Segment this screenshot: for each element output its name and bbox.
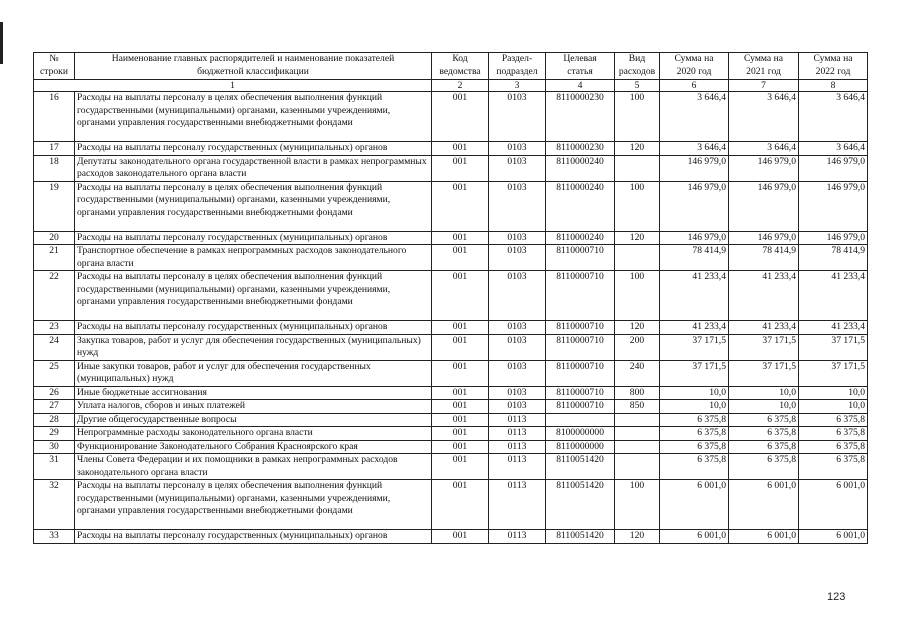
target-article: 8110000710: [546, 334, 615, 360]
section-code: 0103: [489, 92, 546, 142]
sum-2022: 3 646,4: [799, 142, 868, 156]
sum-2022: 37 171,5: [799, 334, 868, 360]
target-article: 8110000230: [546, 92, 615, 142]
sum-2021: 6 001,0: [729, 530, 799, 544]
section-code: 0113: [489, 413, 546, 427]
page-number: 123: [827, 591, 846, 603]
expense-type: [615, 413, 660, 427]
target-article: [546, 413, 615, 427]
row-number: 18: [34, 155, 75, 181]
table-row: [34, 271, 868, 321]
row-name: Депутаты законодательного органа государственной власти в рамках непрограммных расходов законодательного органа власти: [75, 155, 432, 181]
section-code: 0103: [489, 321, 546, 335]
column-number: 5: [615, 80, 660, 92]
sum-2020: 146 979,0: [660, 181, 729, 231]
section-code: 0103: [489, 400, 546, 414]
sum-2022: 6 375,8: [799, 454, 868, 480]
expense-type: 850: [615, 400, 660, 414]
margin-mark: [0, 22, 3, 64]
sum-2022: 6 001,0: [799, 530, 868, 544]
department-code: 001: [432, 530, 489, 544]
target-article: 8110051420: [546, 480, 615, 530]
expense-type: 100: [615, 92, 660, 142]
expense-type: [615, 155, 660, 181]
expense-type: 120: [615, 321, 660, 335]
header-sum-2022: Сумма на 2022 год: [799, 53, 868, 80]
row-number: 19: [34, 181, 75, 231]
sum-2022: 6 375,8: [799, 440, 868, 454]
department-code: 001: [432, 413, 489, 427]
target-article: 8110000710: [546, 400, 615, 414]
sum-2020: 37 171,5: [660, 334, 729, 360]
table-row: [34, 142, 868, 156]
department-code: 001: [432, 400, 489, 414]
row-number: 20: [34, 231, 75, 245]
sum-2020: 41 233,4: [660, 321, 729, 335]
sum-2021: 146 979,0: [729, 231, 799, 245]
sum-2022: 146 979,0: [799, 155, 868, 181]
expense-type: 100: [615, 181, 660, 231]
row-name: Уплата налогов, сборов и иных платежей: [75, 400, 432, 414]
table-row: [34, 321, 868, 335]
department-code: 001: [432, 334, 489, 360]
sum-2020: 6 375,8: [660, 413, 729, 427]
row-number: 29: [34, 427, 75, 441]
table-row: [34, 400, 868, 414]
table-row: [34, 181, 868, 231]
sum-2020: 10,0: [660, 400, 729, 414]
table-row: [34, 360, 868, 386]
section-code: 0103: [489, 271, 546, 321]
target-article: 8110051420: [546, 530, 615, 544]
column-number: 6: [660, 80, 729, 92]
header-expense-type: Вид расходов: [615, 53, 660, 80]
department-code: 001: [432, 181, 489, 231]
sum-2022: 6 001,0: [799, 480, 868, 530]
target-article: 8110000710: [546, 321, 615, 335]
row-name: Непрограммные расходы законодательного органа власти: [75, 427, 432, 441]
sum-2020: 37 171,5: [660, 360, 729, 386]
department-code: 001: [432, 142, 489, 156]
row-number: 25: [34, 360, 75, 386]
target-article: 8110000230: [546, 142, 615, 156]
expense-type: [615, 245, 660, 271]
table-row: [34, 231, 868, 245]
budget-table: [33, 52, 868, 544]
sum-2022: 10,0: [799, 400, 868, 414]
row-number: 30: [34, 440, 75, 454]
sum-2020: 3 646,4: [660, 92, 729, 142]
row-name: Транспортное обеспечение в рамках непрограммных расходов законодательного органа власти: [75, 245, 432, 271]
row-name: Функционирование Законодательного Собрания Красноярского края: [75, 440, 432, 454]
sum-2020: 146 979,0: [660, 231, 729, 245]
column-number: 1: [34, 80, 432, 92]
section-code: 0103: [489, 360, 546, 386]
department-code: 001: [432, 155, 489, 181]
department-code: 001: [432, 454, 489, 480]
sum-2022: 78 414,9: [799, 245, 868, 271]
header-section: Раздел- подраздел: [489, 53, 546, 80]
header-target-article: Целевая статья: [546, 53, 615, 80]
target-article: 8110000240: [546, 231, 615, 245]
sum-2022: 41 233,4: [799, 321, 868, 335]
target-article: 8110000240: [546, 155, 615, 181]
section-code: 0113: [489, 480, 546, 530]
expense-type: 100: [615, 480, 660, 530]
section-code: 0103: [489, 334, 546, 360]
target-article: 8110051420: [546, 454, 615, 480]
table-row: [34, 386, 868, 400]
row-name: Расходы на выплаты персоналу государственных (муниципальных) органов: [75, 321, 432, 335]
column-number: 8: [799, 80, 868, 92]
sum-2022: 6 375,8: [799, 427, 868, 441]
department-code: 001: [432, 360, 489, 386]
expense-type: 240: [615, 360, 660, 386]
sum-2021: 146 979,0: [729, 155, 799, 181]
department-code: 001: [432, 231, 489, 245]
table-row: [34, 245, 868, 271]
column-number: 4: [546, 80, 615, 92]
sum-2020: 6 001,0: [660, 480, 729, 530]
section-code: 0103: [489, 231, 546, 245]
section-code: 0113: [489, 530, 546, 544]
department-code: 001: [432, 321, 489, 335]
target-article: 8110000000: [546, 440, 615, 454]
target-article: 8110000710: [546, 360, 615, 386]
row-number: 27: [34, 400, 75, 414]
header-sum-2020: Сумма на 2020 год: [660, 53, 729, 80]
column-number: 3: [489, 80, 546, 92]
sum-2020: 10,0: [660, 386, 729, 400]
table-row: [34, 334, 868, 360]
department-code: 001: [432, 480, 489, 530]
expense-type: [615, 440, 660, 454]
section-code: 0103: [489, 181, 546, 231]
row-name: Расходы на выплаты персоналу в целях обеспечения выполнения функций государственными (муниципальными) органами, казенными учреждениями, органами управления государственными внебюджетными фондами: [75, 92, 432, 142]
target-article: 8110000710: [546, 386, 615, 400]
section-code: 0113: [489, 427, 546, 441]
header-sum-2021: Сумма на 2021 год: [729, 53, 799, 80]
table-row: [34, 454, 868, 480]
sum-2022: 6 375,8: [799, 413, 868, 427]
sum-2021: 10,0: [729, 386, 799, 400]
sum-2020: 6 375,8: [660, 427, 729, 441]
sum-2021: 10,0: [729, 400, 799, 414]
table-row: [34, 440, 868, 454]
sum-2020: 6 001,0: [660, 530, 729, 544]
sum-2020: 41 233,4: [660, 271, 729, 321]
section-code: 0103: [489, 386, 546, 400]
row-name: Расходы на выплаты персоналу государственных (муниципальных) органов: [75, 231, 432, 245]
section-code: 0103: [489, 245, 546, 271]
sum-2022: 41 233,4: [799, 271, 868, 321]
table-row: [34, 530, 868, 544]
sum-2022: 146 979,0: [799, 231, 868, 245]
department-code: 001: [432, 245, 489, 271]
target-article: 8100000000: [546, 427, 615, 441]
sum-2022: 37 171,5: [799, 360, 868, 386]
row-number: 21: [34, 245, 75, 271]
expense-type: 200: [615, 334, 660, 360]
table-row: [34, 155, 868, 181]
sum-2020: 3 646,4: [660, 142, 729, 156]
row-name: Расходы на выплаты персоналу государственных (муниципальных) органов: [75, 142, 432, 156]
table-row: [34, 92, 868, 142]
expense-type: [615, 427, 660, 441]
sum-2021: 6 375,8: [729, 440, 799, 454]
section-code: 0113: [489, 454, 546, 480]
department-code: 001: [432, 271, 489, 321]
sum-2020: 6 375,8: [660, 454, 729, 480]
row-name: Члены Совета Федерации и их помощники в рамках непрограммных расходов законодательного органа власти: [75, 454, 432, 480]
sum-2020: 78 414,9: [660, 245, 729, 271]
department-code: 001: [432, 386, 489, 400]
row-name: Закупка товаров, работ и услуг для обеспечения государственных (муниципальных) нужд: [75, 334, 432, 360]
row-number: 32: [34, 480, 75, 530]
row-name: Другие общегосударственные вопросы: [75, 413, 432, 427]
sum-2020: 6 375,8: [660, 440, 729, 454]
section-code: 0103: [489, 142, 546, 156]
department-code: 001: [432, 440, 489, 454]
sum-2021: 6 375,8: [729, 427, 799, 441]
row-name: Расходы на выплаты персоналу государственных (муниципальных) органов: [75, 530, 432, 544]
sum-2021: 6 375,8: [729, 454, 799, 480]
column-number: 7: [729, 80, 799, 92]
expense-type: 120: [615, 231, 660, 245]
header-row-number: № строки: [34, 53, 75, 80]
row-number: 23: [34, 321, 75, 335]
sum-2021: 146 979,0: [729, 181, 799, 231]
sum-2022: 10,0: [799, 386, 868, 400]
row-number: 33: [34, 530, 75, 544]
target-article: 8110000240: [546, 181, 615, 231]
sum-2021: 37 171,5: [729, 334, 799, 360]
row-name: Иные закупки товаров, работ и услуг для обеспечения государственных (муниципальных) нужд: [75, 360, 432, 386]
expense-type: 120: [615, 142, 660, 156]
row-number: 22: [34, 271, 75, 321]
column-number-row: [34, 80, 868, 92]
sum-2021: 6 001,0: [729, 480, 799, 530]
table-body: [34, 92, 868, 544]
sum-2021: 78 414,9: [729, 245, 799, 271]
table-row: [34, 413, 868, 427]
sum-2020: 146 979,0: [660, 155, 729, 181]
row-name: Расходы на выплаты персоналу в целях обеспечения выполнения функций государственными (муниципальными) органами, казенными учреждениями, органами управления государственными внебюджетными фондами: [75, 480, 432, 530]
sum-2021: 37 171,5: [729, 360, 799, 386]
row-name: Расходы на выплаты персоналу в целях обеспечения выполнения функций государственными (муниципальными) органами, казенными учреждениями, органами управления государственными внебюджетными фондами: [75, 181, 432, 231]
column-number: 2: [432, 80, 489, 92]
sum-2022: 146 979,0: [799, 181, 868, 231]
header-name: Наименование главных распорядителей и наименование показателей бюджетной классификации: [75, 53, 432, 80]
target-article: 8110000710: [546, 245, 615, 271]
sum-2022: 3 646,4: [799, 92, 868, 142]
target-article: 8110000710: [546, 271, 615, 321]
header-row: [34, 53, 868, 80]
sum-2021: 6 375,8: [729, 413, 799, 427]
department-code: 001: [432, 427, 489, 441]
row-number: 31: [34, 454, 75, 480]
sum-2021: 3 646,4: [729, 92, 799, 142]
table-row: [34, 480, 868, 530]
row-number: 17: [34, 142, 75, 156]
expense-type: 100: [615, 271, 660, 321]
table-row: [34, 427, 868, 441]
expense-type: 120: [615, 530, 660, 544]
row-name: Иные бюджетные ассигнования: [75, 386, 432, 400]
sum-2021: 41 233,4: [729, 271, 799, 321]
section-code: 0113: [489, 440, 546, 454]
header-department-code: Код ведомства: [432, 53, 489, 80]
row-name: Расходы на выплаты персоналу в целях обеспечения выполнения функций государственными (муниципальными) органами, казенными учреждениями, органами управления государственными внебюджетными фондами: [75, 271, 432, 321]
row-number: 28: [34, 413, 75, 427]
expense-type: 800: [615, 386, 660, 400]
row-number: 16: [34, 92, 75, 142]
expense-type: [615, 454, 660, 480]
sum-2021: 41 233,4: [729, 321, 799, 335]
row-number: 24: [34, 334, 75, 360]
row-number: 26: [34, 386, 75, 400]
department-code: 001: [432, 92, 489, 142]
section-code: 0103: [489, 155, 546, 181]
sum-2021: 3 646,4: [729, 142, 799, 156]
